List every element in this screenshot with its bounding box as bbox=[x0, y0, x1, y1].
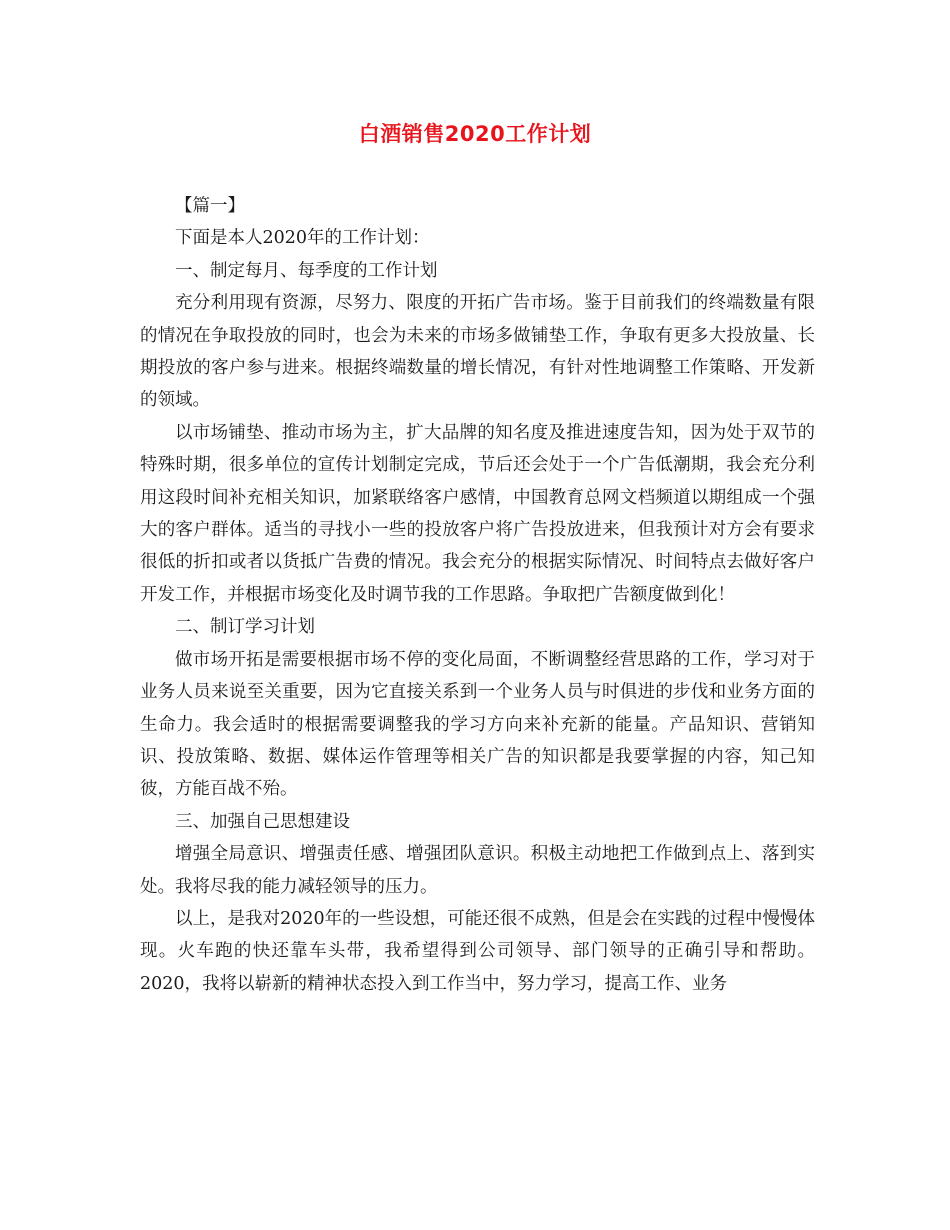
paragraph-4: 增强全局意识、增强责任感、增强团队意识。积极主动地把工作做到点上、落到实处。我将尽我的能力减轻领导的压力。 bbox=[140, 844, 815, 897]
heading-2: 二、制订学习计划 bbox=[175, 617, 315, 638]
paragraph-3: 做市场开拓是需要根据市场不停的变化局面，不断调整经营思路的工作，学习对于业务人员来说至关重要，因为它直接关系到一个业务人员与时俱进的步伐和业务方面的生命力。我会适时的根据需要调整我的学习方向来补充新的能量。产品知识、营销知识、投放策略、数据、媒体运作管理等相关广告的知识都是我要掌握的内容，知己知彼，方能百战不殆。 bbox=[140, 649, 815, 800]
heading-1: 一、制定每月、每季度的工作计划 bbox=[175, 260, 438, 281]
heading-3: 三、加强自己思想建设 bbox=[175, 811, 350, 832]
intro-line: 下面是本人2020年的工作计划： bbox=[175, 228, 430, 249]
document-body bbox=[140, 190, 815, 1000]
section-tag: 【篇一】 bbox=[175, 196, 245, 216]
paragraph-1: 充分利用现有资源，尽努力、限度的开拓广告市场。鉴于目前我们的终端数量有限的情况在争取投放的同时，也会为未来的市场多做铺垫工作，争取有更多大投放量、长期投放的客户参与进来。根据终端数量的增长情况，有针对性地调整工作策略、开发新的领域。 bbox=[140, 293, 815, 411]
paragraph-2: 以市场铺垫、推动市场为主，扩大品牌的知名度及推进速度告知，因为处于双节的特殊时期，很多单位的宣传计划制定完成，节后还会处于一个广告低潮期，我会充分利用这段时间补充相关知识，加紧联络客户感情，中国教育总网文档频道以期组成一个强大的客户群体。适当的寻找小一些的投放客户将广告投放进来，但我预计对方会有要求很低的折扣或者以货抵广告费的情况。我会充分的根据实际情况、时间特点去做好客户开发工作，并根据市场变化及时调节我的工作思路。争取把广告额度做到化！ bbox=[140, 422, 815, 605]
paragraph-5: 以上，是我对2020年的一些设想，可能还很不成熟，但是会在实践的过程中慢慢体现。火车跑的快还靠车头带，我希望得到公司领导、部门领导的正确引导和帮助。2020，我将以崭新的精神状态投入到工作当中，努力学习，提高工作、业务 bbox=[140, 908, 815, 994]
document-title: 白酒销售2020工作计划 bbox=[358, 122, 592, 146]
